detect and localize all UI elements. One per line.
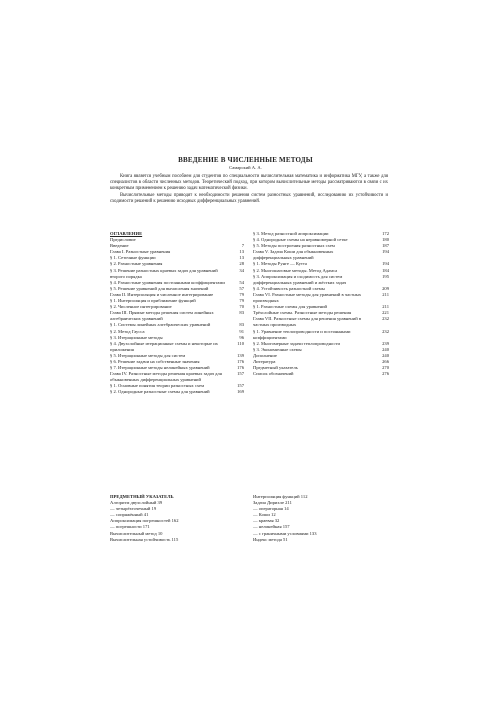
toc-item-page: 194 xyxy=(382,261,389,267)
toc-item-page: 13 xyxy=(239,255,244,261)
toc-item xyxy=(110,310,244,322)
toc-item-page: 28 xyxy=(239,261,244,267)
index-entry: Задача Дирихле 211 xyxy=(253,500,292,506)
toc-list-right xyxy=(253,231,389,377)
toc-item-title: § 1. Сеточные функции xyxy=(110,255,156,261)
toc-right-column xyxy=(253,231,389,377)
toc-item-page: 187 xyxy=(382,243,389,249)
toc-item-page: 79 xyxy=(239,298,244,304)
toc-item-title: Глава II. Интерполяция и численное интегрирование xyxy=(110,291,214,297)
toc-item xyxy=(253,249,389,261)
toc-item-page: 239 xyxy=(382,340,389,346)
toc-item-title: Литература xyxy=(253,358,276,364)
toc-item-title: § 1. Системы линейных алгебраических уравнений xyxy=(110,322,211,328)
toc-item-page: 232 xyxy=(382,328,389,334)
toc-item-page: 157 xyxy=(237,371,244,377)
toc-item-title: § 4. Устойчивость разностной схемы xyxy=(253,285,325,291)
toc-item-title: § 4. Двухслойные итерационные схемы и некоторые их приложения xyxy=(110,340,218,352)
toc-item-title: Глава VI. Разностные методы для уравнений в частных производных xyxy=(253,291,362,304)
toc-item-page: 184 xyxy=(382,267,389,273)
index-entry: Интерполяция функций 112 xyxy=(253,494,308,499)
toc-item xyxy=(110,389,244,395)
toc-item-title: § 1. Уравнение теплопроводности и постоянными коэффициентами xyxy=(253,328,351,340)
toc-item-title: Глава V. Задача Коши для обыкновенных дифференциальных уравнений xyxy=(253,249,334,261)
toc-item-title: § 4. Разностные уравнения постоянными коэффициентами xyxy=(110,279,225,285)
toc-item-title: § 3. Метод разностной аппроксимации xyxy=(253,231,329,236)
toc-item-title: § 1. Методы Рунге — Кутта xyxy=(253,261,307,267)
toc-item-page: 266 xyxy=(382,358,389,364)
toc-item-page: 91 xyxy=(239,328,244,334)
index-entry: Алгоритм двухслойный 39 xyxy=(110,500,163,506)
toc-item-page: 157 xyxy=(237,383,244,389)
toc-item-page: 240 xyxy=(382,346,389,352)
index-entry: — с граничными условиями 133 xyxy=(253,530,317,536)
toc-item-page: 139 xyxy=(237,352,244,358)
index-list-right xyxy=(253,494,389,543)
toc-item-page: 34 xyxy=(239,267,244,273)
index-entry: Вычислительная устойчивость 115 xyxy=(110,536,179,542)
toc-item-title: Предисловие xyxy=(110,237,136,243)
toc-item-page: 83 xyxy=(239,310,244,316)
toc-item-title: § 2. Однородные разностные схемы для уравнений xyxy=(110,389,210,395)
toc-item xyxy=(253,292,389,304)
index-entry: Индекс метода 51 xyxy=(253,536,288,542)
index-entry: Аппроксимация погрешностей 162 xyxy=(110,518,179,524)
toc-item-title: § 5. Итерационные методы для систем xyxy=(110,352,186,358)
author-line: Самарский А. А. xyxy=(229,165,262,170)
toc-item-page: 79 xyxy=(239,291,244,297)
toc-item-title: § 7. Итерационные методы нелинейных уравнений xyxy=(110,365,210,371)
index-entry: — погрешности 171 xyxy=(110,524,150,530)
index-entry: — четырёхточечный 19 xyxy=(110,506,157,512)
index-entry: Вычислительный метод 10 xyxy=(110,530,163,536)
index-entry: — краевая 32 xyxy=(253,518,280,524)
toc-item-page: 57 xyxy=(239,285,244,291)
toc-item-page: 172 xyxy=(382,231,389,236)
toc-item-page: 7 xyxy=(241,243,244,249)
index-entry: — сопряжённый 41 xyxy=(110,512,149,518)
toc-item-page: 180 xyxy=(382,237,389,243)
toc-item-page: 110 xyxy=(237,340,244,346)
toc-item-page: 176 xyxy=(237,365,244,371)
toc-item-page: 276 xyxy=(382,371,389,377)
toc-item-page: 70 xyxy=(239,304,244,310)
toc-item-title: Глава I. Разностные уравнения xyxy=(110,249,171,255)
toc-item-page: 169 xyxy=(237,389,244,395)
toc-item-title: § 6. Решение задачи на собственные значения xyxy=(110,358,200,364)
index-entry: — Коши 12 xyxy=(253,512,276,518)
index-entry: — нелинейная 157 xyxy=(253,524,290,530)
toc-item-page: 54 xyxy=(239,279,244,285)
toc-item-page: 96 xyxy=(239,334,244,340)
toc-item-title: § 1. Основные понятия теории разностных схем xyxy=(110,383,204,389)
toc-item-title: Трёхслойные схемы. Разностные методы решения xyxy=(253,310,352,316)
intro-text xyxy=(110,174,388,205)
toc-item-title: Список обозначений xyxy=(253,371,294,377)
toc-item-title: § 1. Разностные схемы для уравнений xyxy=(253,304,328,310)
toc-item-title: § 4. Однородные схемы на неравномерной сетке xyxy=(253,237,348,243)
index-right-column xyxy=(253,494,389,543)
toc-item-title: § 1. Интерполяция и приближение функций xyxy=(110,298,196,304)
toc-item-page: 195 xyxy=(382,273,389,279)
toc-item-page: 83 xyxy=(239,322,244,328)
toc-item-title: Предметный указатель xyxy=(253,365,298,371)
toc-item xyxy=(110,268,244,280)
index-left-column xyxy=(110,494,244,543)
toc-item-title: § 5. Методы построения разностных схем xyxy=(253,243,335,249)
toc-item-page: 13 xyxy=(239,249,244,255)
toc-item-page: 211 xyxy=(382,291,389,297)
toc-item-title: § 5. Решение уравнений для вычисления значений xyxy=(110,285,209,291)
toc-item xyxy=(110,341,244,353)
toc-item xyxy=(110,371,244,383)
toc-item-title: Глава III. Прямые методы решения систем линейных алгебраических уравнений xyxy=(110,310,214,322)
toc-item-title: § 2. Разностные уравнения xyxy=(110,261,163,267)
toc-item-page: 194 xyxy=(382,249,389,255)
toc-item xyxy=(253,316,389,328)
toc-item-page: 209 xyxy=(382,285,389,291)
toc-item-page: 232 xyxy=(382,316,389,322)
toc-item-page: 240 xyxy=(382,352,389,358)
toc-item xyxy=(253,329,389,341)
toc-item-title: § 3. Аппроксимация и сходимость для систем дифференциальных уравнений и жёстких задач xyxy=(253,273,347,285)
toc-item-page: 211 xyxy=(382,304,389,310)
toc-item-page: 270 xyxy=(382,365,389,371)
toc-item-page: 221 xyxy=(382,310,389,316)
toc-list-left xyxy=(110,237,244,395)
toc-item-title: § 3. Решение разностных краевых задач для уравнений второго порядка xyxy=(110,267,218,279)
intro-paragraph: Книга является учебным пособием для студентов по специальности вычислительная математика и информатика МГУ, а также для специалистов в области численных методов. Теоретический подход, при котором вычислительные методы рассматриваются в связи с их конкретным применением к решению задач математической физики. xyxy=(110,174,388,192)
index-entry: — операторная 14 xyxy=(253,506,289,512)
page-title: ВВЕДЕНИЕ В ЧИСЛЕННЫЕ МЕТОДЫ xyxy=(178,156,313,164)
toc-item-title: § 2. Многомерные задачи теплопроводности xyxy=(253,340,340,346)
index-list-left xyxy=(110,500,244,543)
intro-paragraph: Вычислительные методы приводят к необходимости решения систем разностных уравнений, исследованию их устойчивости и сходимости решений к решению исходных дифференциальных уравнений. xyxy=(110,192,388,204)
toc-item-title: Глава IV. Разностные методы решения краевых задач для обыкновенных дифференциальных уравнений xyxy=(110,371,222,383)
toc-item-title: § 2. Численное интегрирование xyxy=(110,304,172,310)
index-heading: ПРЕДМЕТНЫЙ УКАЗАТЕЛЬ xyxy=(110,494,174,499)
toc-item-title: Глава VII. Разностные схемы для решения уравнений в частных производных xyxy=(253,316,361,328)
toc-item xyxy=(253,371,389,377)
toc-item-title: § 2. Многошаговые методы. Метод Адамса xyxy=(253,267,338,273)
toc-item-title: § 3. Экономичные схемы xyxy=(253,346,302,352)
toc-item-page: 176 xyxy=(237,358,244,364)
toc-item-title: Дополнение xyxy=(253,352,277,358)
toc-item-title: § 2. Метод Гаусса xyxy=(110,328,145,334)
toc-item-title: Введение xyxy=(110,243,129,249)
toc-left-column xyxy=(110,231,244,396)
toc-item-title: § 3. Итерационные методы xyxy=(110,334,163,340)
toc-item xyxy=(253,274,389,286)
toc-heading: ОГЛАВЛЕНИЕ xyxy=(110,231,143,236)
